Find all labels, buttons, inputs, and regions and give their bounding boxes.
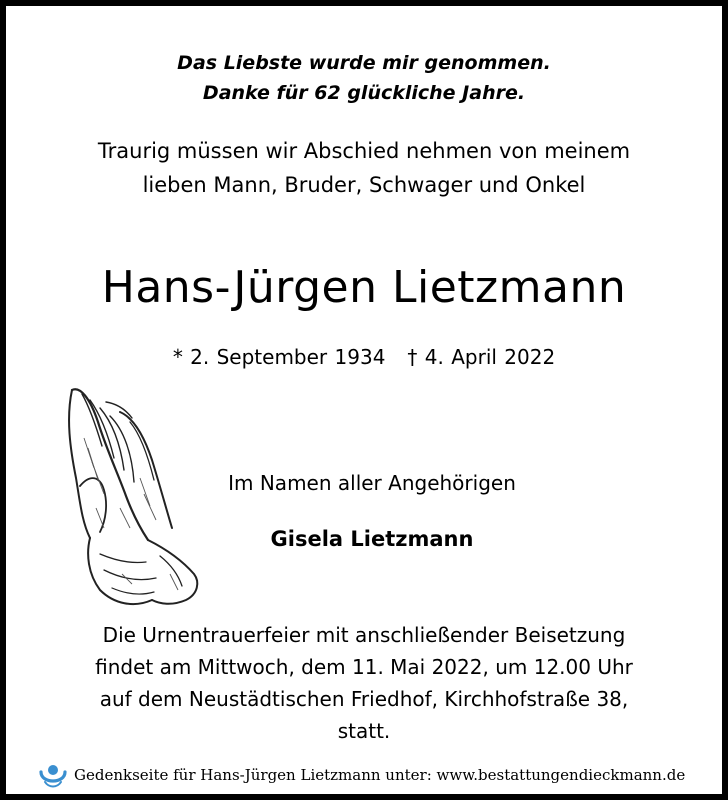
motto-line-1: Das Liebste wurde mir genommen. [177, 52, 551, 74]
service-line-3: auf dem Neustädtischen Friedhof, Kirchhofstraße 38, [99, 687, 629, 711]
motto-line-2: Danke für 62 glückliche Jahre. [202, 82, 526, 104]
service-announcement [6, 619, 722, 747]
memorial-page-footer[interactable] [36, 758, 716, 792]
signer-name: Gisela Lietzmann [270, 527, 474, 551]
memorial-logo-icon [36, 758, 70, 792]
intro-line-1: Traurig müssen wir Abschied nehmen von meinem [97, 139, 631, 163]
life-dates [6, 342, 722, 372]
memorial-page-link[interactable]: Gedenkseite für Hans-Jürgen Lietzmann unter: www.bestattungendieckmann.de [74, 766, 686, 784]
service-line-2: findet am Mittwoch, dem 11. Mai 2022, um 12.00 Uhr [95, 655, 633, 679]
intro-line-2: lieben Mann, Bruder, Schwager und Onkel [142, 173, 586, 197]
service-line-4: statt. [337, 719, 391, 743]
behalf-line: Im Namen aller Angehörigen [228, 471, 516, 495]
death-date: † 4. April 2022 [407, 345, 556, 369]
deceased-name: Hans-Jürgen Lietzmann [101, 262, 627, 313]
birth-date: * 2. September 1934 [172, 345, 386, 369]
praying-hands-icon [60, 378, 210, 614]
service-line-1: Die Urnentrauerfeier mit anschließender Beisetzung [102, 623, 626, 647]
